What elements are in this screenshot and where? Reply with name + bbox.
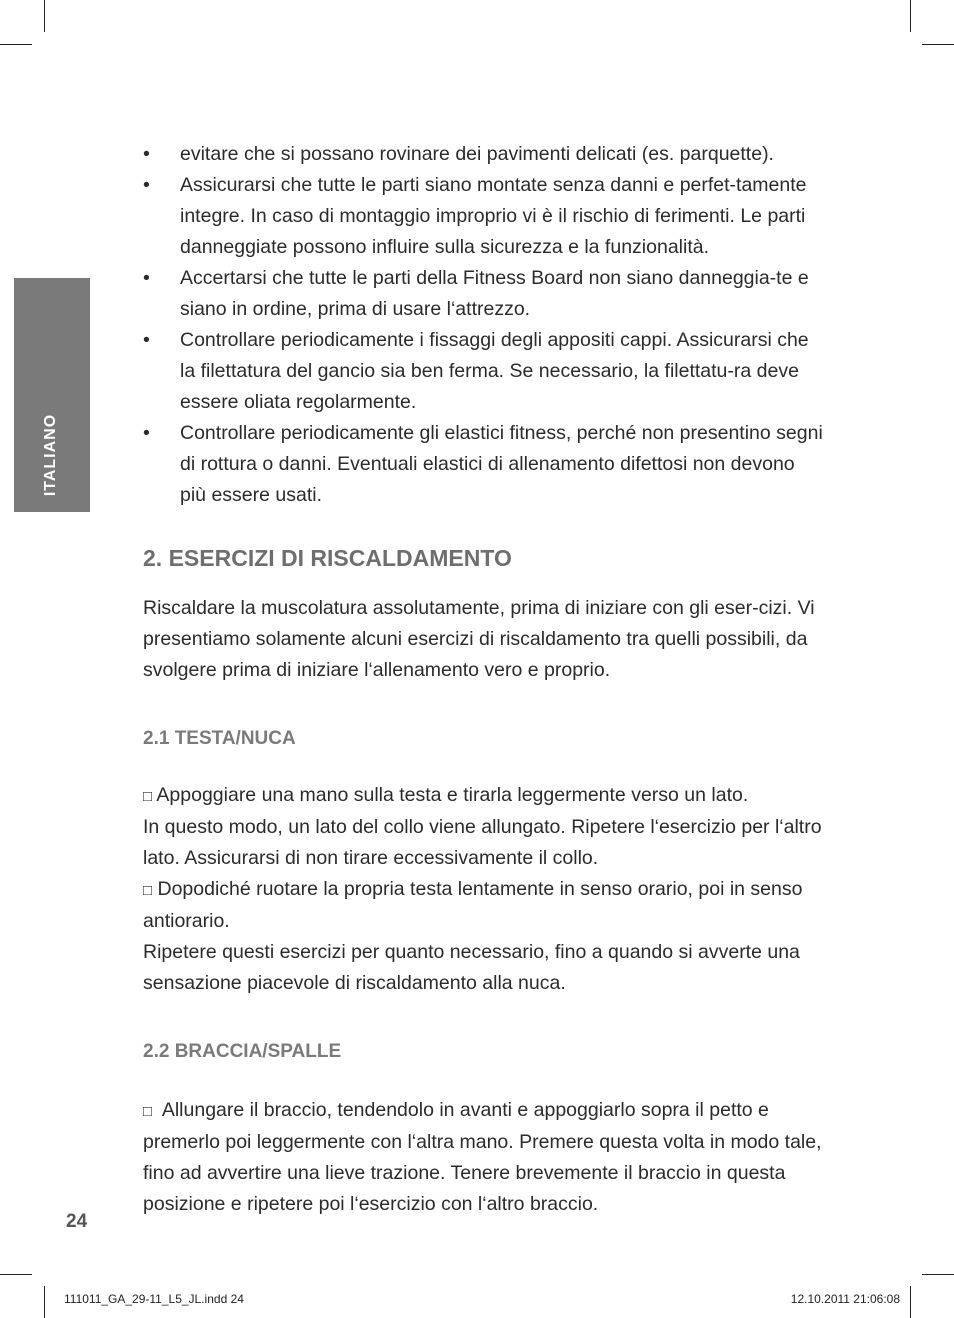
list-item xyxy=(143,170,823,263)
neck-step-1-text: Appoggiare una mano sulla testa e tirarla leggermente verso un lato. xyxy=(156,784,749,806)
list-item xyxy=(143,263,823,325)
subsection-heading-neck: 2.1 TESTA/NUCA xyxy=(143,728,296,749)
neck-step-2-text: Dopodiché ruotare la propria testa lentamente in senso orario, poi in senso antiorario. xyxy=(143,878,803,932)
subsection-heading-arms: 2.2 BRACCIA/SPALLE xyxy=(143,1041,342,1062)
bullet-icon: • xyxy=(143,267,150,289)
checkbox-square-icon: □ xyxy=(143,1103,153,1120)
list-item xyxy=(143,418,823,511)
bullet-icon: • xyxy=(143,329,150,351)
language-tab-label: ITALIANO xyxy=(42,413,59,497)
section-heading: 2. ESERCIZI DI RISCALDAMENTO xyxy=(143,545,512,571)
neck-step-2 xyxy=(143,874,823,937)
neck-closing: Ripetere questi esercizi per quanto necessario, fino a quando si avverte una sensazione piacevole di riscaldamento alla nuca. xyxy=(143,941,800,994)
arms-step-1 xyxy=(143,1095,823,1220)
neck-step-1-continued: In questo modo, un lato del collo viene allungato. Ripetere l‘esercizio per l‘altro lato. Assicurarsi di non tirare eccessivamente il collo. xyxy=(143,816,822,869)
print-slug-timestamp: 12.10.2011 21:06:08 xyxy=(790,1292,900,1306)
section-intro: Riscaldare la muscolatura assolutamente, prima di iniziare con gli eser-cizi. Vi presentiamo solamente alcuni esercizi di riscaldamento tra quelli possibili, da svolgere prima di iniziare l‘allenamento vero e proprio. xyxy=(143,597,815,681)
crop-mark xyxy=(44,1286,45,1318)
neck-exercise-block xyxy=(143,780,823,999)
checkbox-square-icon: □ xyxy=(143,788,153,805)
bullet-icon: • xyxy=(143,174,150,196)
crop-mark xyxy=(44,0,45,32)
list-item xyxy=(143,139,823,170)
print-slug-filename: 111011_GA_29-11_L5_JL.indd 24 xyxy=(64,1292,244,1306)
page-number: 24 xyxy=(66,1211,88,1232)
list-item-text: Controllare periodicamente gli elastici fitness, perché non presentino segni di rottura o danni. Eventuali elastici di allenamento difettosi non devono più essere usati. xyxy=(180,422,823,506)
arms-step-1-text: Allungare il braccio, tendendolo in avanti e appoggiarlo sopra il petto e premerlo poi leggermente con l‘altra mano. Premere questa volta in modo tale, fino ad avvertire una lieve trazione. Tenere brevemente il braccio in questa posizione e ripetere poi l‘esercizio con l‘altro braccio. xyxy=(143,1099,822,1215)
safety-bullet-list xyxy=(143,139,823,511)
bullet-icon: • xyxy=(143,143,150,165)
list-item xyxy=(143,325,823,418)
crop-mark xyxy=(922,44,954,45)
list-item-text: Assicurarsi che tutte le parti siano montate senza danni e perfet-tamente integre. In caso di montaggio improprio vi è il rischio di ferimenti. Le parti danneggiate possono influire sulla sicurezza e la funzionalità. xyxy=(180,174,807,258)
list-item-text: Accertarsi che tutte le parti della Fitness Board non siano danneggia-te e siano in ordine, prima di usare l‘attrezzo. xyxy=(180,267,809,320)
page-content xyxy=(143,139,823,1220)
crop-mark xyxy=(910,1286,911,1318)
crop-mark xyxy=(0,44,32,45)
bullet-icon: • xyxy=(143,422,150,444)
arms-exercise-block xyxy=(143,1095,823,1220)
crop-mark xyxy=(910,0,911,32)
crop-mark xyxy=(922,1274,954,1275)
list-item-text: Controllare periodicamente i fissaggi degli appositi cappi. Assicurarsi che la filettatura del gancio sia ben ferma. Se necessario, la filettatu-ra deve essere oliata regolarmente. xyxy=(180,329,809,413)
list-item-text: evitare che si possano rovinare dei pavimenti delicati (es. parquette). xyxy=(180,143,774,165)
checkbox-square-icon: □ xyxy=(143,882,153,899)
crop-mark xyxy=(0,1274,32,1275)
neck-step-1 xyxy=(143,780,823,812)
